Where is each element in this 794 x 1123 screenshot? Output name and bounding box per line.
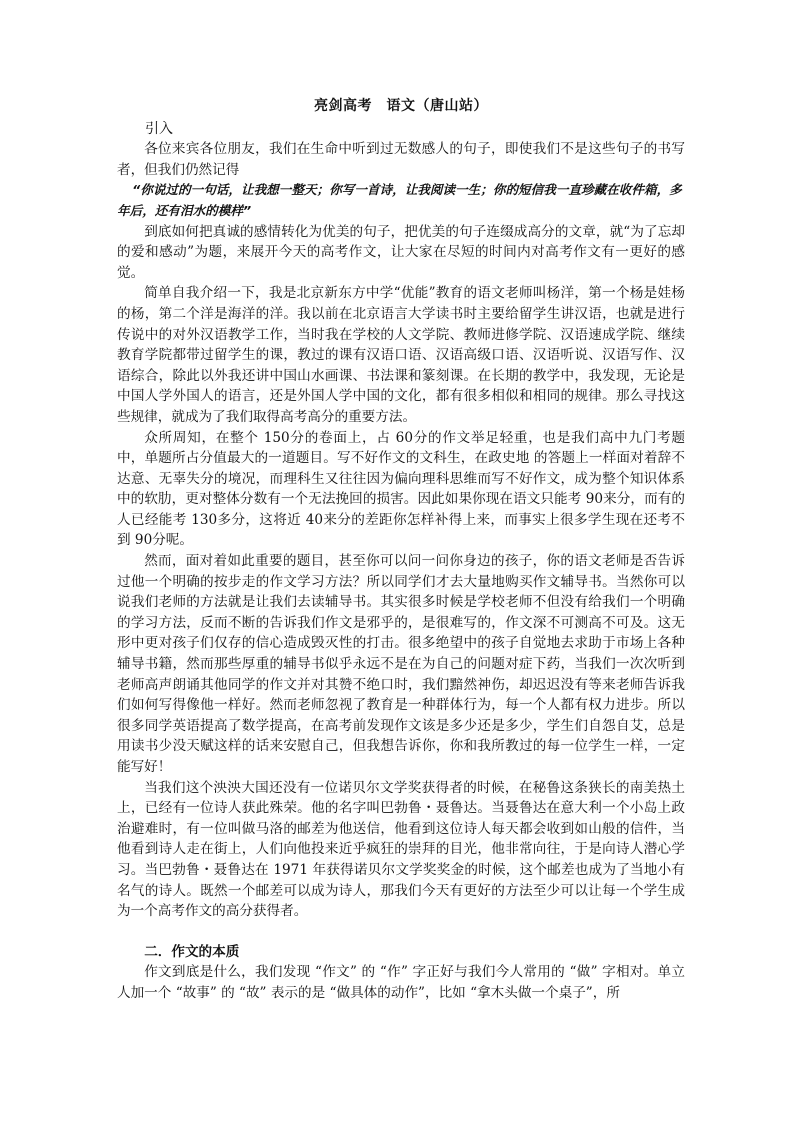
paragraph: 各位来宾各位朋友，我们在生命中听到过无数感人的句子，即使我们不是这些句子的书写者，但我们仍然记得 [117,141,685,178]
paragraph: 当我们这个泱泱大国还没有一位诺贝尔文学奖获得者的时候，在秘鲁这条狭长的南美热土上，已经有一位诗人获此殊荣。他的名字叫巴勃鲁・聂鲁达。当聂鲁达在意大利一个小岛上政治避难时，有一位叫做马洛的邮差为他送信，他看到这位诗人每天都会收到如山般的信件，当他看到诗人走在街上，人们向他投来近乎疯狂的崇拜的目光，他非常向往，于是向诗人潜心学习。当巴勃鲁・聂鲁达在 1971 年获得诺贝尔文学奖奖金的时候，这个邮差也成为了当地小有名气的诗人。既然一个邮差可以成为诗人，那我们今天有更好的方法至少可以让每一个学生成为一个高考作文的高分获得者。 [117,779,685,920]
paragraph: 作文到底是什么，我们发现 “作文” 的 “作” 字正好与我们今人常用的 “做” 字相对。单立人加一个 “故事” 的 “故” 表示的是 “做具体的动作”，比如 “拿木头做一个桌子”，所 [117,964,685,1001]
document-page [117,96,685,1004]
quote-block: “你说过的一句话，让我想一整天；你写一首诗，让我阅读一生；你的短信我一直珍藏在收件箱，多年后，还有泪水的模样” [117,182,682,218]
paragraph: 简单自我介绍一下，我是北京新东方中学“优能”教育的语文老师叫杨洋，第一个杨是娃杨的杨，第二个洋是海洋的洋。我以前在北京语言大学读书时主要给留学生讲汉语，也就是进行传说中的对外汉语教学工作，当时我在学校的人文学院、教师进修学院、汉语速成学院、继续教育学院都带过留学生的课，教过的课有汉语口语、汉语高级口语、汉语听说、汉语写作、汉语综合，除此以外我还讲中国山水画课、书法课和篆刻课。在长期的教学中，我发现，无论是中国人学外国人的语言，还是外国人学中国的文化，都有很多相似和相同的规律。那么寻找这些规律，就成为了我们取得高考高分的重要方法。 [117,285,685,425]
intro-heading: 引入 [145,120,173,137]
paragraph: 众所周知，在整个 150分的卷面上，占 60分的作文举足轻重，也是我们高中九门考题中，单题所占分值最大的一道题目。写不好作文的文科生，在政史地 的答题上一样面对着辞不达意、无辜失分的境况，而理科生又往往因为偏向理科思维而写不好作文，成为整个知识体系中的软肋，更对整体分数有一个无法挽回的损害。因此如果你现在语文只能考 90来分，而有的人已经能考 130多分，这将近 40来分的差距你怎样补得上来，而事实上很多学生现在还考不到 90分呢。 [117,429,685,549]
paragraph: 到底如何把真诚的感情转化为优美的句子，把优美的句子连缀成高分的文章，就“为了忘却的爱和感动”为题，来展开今天的高考作文，让大家在尽短的时间内对高考作文有一更好的感觉。 [117,223,685,281]
paragraph: 然而，面对着如此重要的题目，甚至你可以问一问你身边的孩子，你的语文老师是否告诉过他一个明确的按步走的作文学习方法？所以同学们才去大量地购买作文辅导书。当然你可以说我们老师的方法就是让我们去读辅导书。其实很多时候是学校老师不但没有给我们一个明确的学习方法，反而不断的告诉我们作文是邪乎的，是很难写的，作文深不可测高不可及。这无形中更对孩子们仅存的信心造成毁灭性的打击。很多绝望中的孩子自觉地去求助于市场上各种辅导书籍，然而那些厚重的辅导书似乎永远不是在为自己的问题对症下药，当我们一次次听到老师高声朗诵其他同学的作文并对其赞不绝口时，我们黯然神伤，却迟迟没有等来老师告诉我们如何写得像他一样好。然而老师忽视了教育是一种群体行为，每一个人都有权力进步。所以很多同学英语提高了数学提高，在高考前发现作文该是多少还是多少，学生们自怨自艾，总是用读书少没天赋这样的话来安慰自己，但我想告诉你，你和我所教过的每一位学生一样，一定能写好！ [117,553,685,775]
document-title: 亮剑高考 语文（唐山站） [314,98,488,114]
section-heading: 二．作文的本质 [144,943,240,960]
